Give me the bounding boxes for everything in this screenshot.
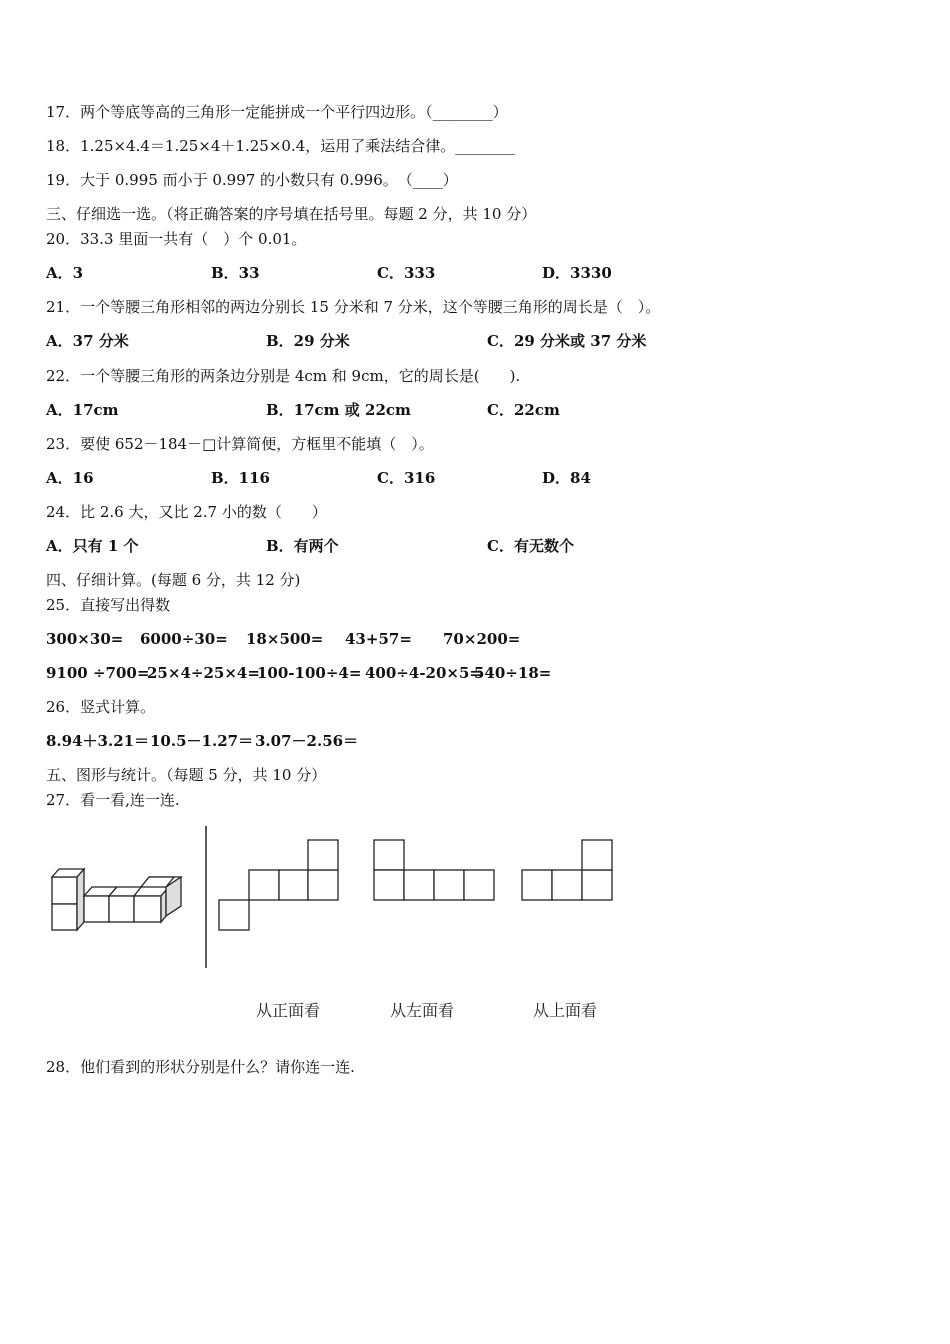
q24-option-b: B．有两个 (266, 537, 339, 555)
question-17: 17．两个等底等高的三角形一定能拼成一个平行四边形。（________） (46, 103, 508, 121)
q21-option-a: A．37 分米 (46, 332, 129, 350)
q20-option-b: B．33 (211, 264, 260, 282)
q20-option-a: A．3 (46, 264, 84, 282)
question-27: 27．看一看,连一连. (46, 791, 180, 809)
caption-left-view: 从左面看 (390, 1001, 455, 1020)
q23-option-d: D．84 (542, 469, 591, 487)
q25-item: 70×200= (443, 630, 521, 648)
q24-option-a: A．只有 1 个 (46, 537, 139, 555)
q25-item: 300×30= (46, 630, 124, 648)
question-23: 23．要使 652－184－□计算简便，方框里不能填（ ）。 (46, 435, 434, 453)
section-5-heading: 五、图形与统计。（每题 5 分，共 10 分） (46, 766, 327, 784)
q26-item: 8.94＋3.21＝ (46, 732, 150, 750)
q24-option-c: C．有无数个 (487, 537, 574, 555)
q20-option-c: C．333 (377, 264, 436, 282)
view-shape-3 (522, 840, 612, 900)
section-4-heading: 四、仔细计算。(每题 6 分，共 12 分) (46, 571, 301, 589)
q22-option-c: C．22cm (487, 401, 560, 419)
q25-item: 540÷18= (474, 664, 552, 682)
q22-option-a: A．17cm (46, 401, 119, 419)
question-28: 28．他们看到的形状分别是什么？请你连一连. (46, 1058, 355, 1076)
question-21: 21．一个等腰三角形相邻的两边分别长 15 分米和 7 分米，这个等腰三角形的周长是（ ）。 (46, 298, 661, 316)
q23-option-b: B．116 (211, 469, 270, 487)
question-19: 19．大于 0.995 而小于 0.997 的小数只有 0.996。 （____） (46, 171, 458, 189)
question-24: 24．比 2.6 大，又比 2.7 小的数（ ） (46, 503, 327, 521)
q25-item: 25×4÷25×4= (147, 664, 260, 682)
q23-option-a: A．16 (46, 469, 94, 487)
q22-option-b: B．17cm 或 22cm (266, 401, 411, 419)
question-26: 26．竖式计算。 (46, 698, 156, 716)
q25-item: 400÷4-20×5= (365, 664, 482, 682)
q25-item: 18×500= (246, 630, 324, 648)
q21-option-c: C．29 分米或 37 分米 (487, 332, 647, 350)
q25-item: 6000÷30= (140, 630, 228, 648)
q26-item: 10.5－1.27＝ (150, 732, 254, 750)
question-25: 25．直接写出得数 (46, 596, 171, 614)
q23-option-c: C．316 (377, 469, 436, 487)
q25-item: 43+57= (345, 630, 412, 648)
q21-option-b: B．29 分米 (266, 332, 350, 350)
section-3-heading: 三、仔细选一选。（将正确答案的序号填在括号里。每题 2 分，共 10 分） (46, 205, 537, 223)
question-22: 22．一个等腰三角形的两条边分别是 4cm 和 9cm，它的周长是( ). (46, 367, 521, 385)
q20-option-d: D．3330 (542, 264, 612, 282)
q25-item: 100-100÷4= (257, 664, 362, 682)
caption-front-view: 从正面看 (256, 1001, 321, 1020)
q25-item: 9100 ÷700= (46, 664, 150, 682)
isometric-solid (52, 869, 181, 930)
question-18: 18．1.25×4.4＝1.25×4＋1.25×0.4，运用了乘法结合律。________ (46, 137, 516, 155)
question-20: 20．33.3 里面一共有（ ）个 0.01。 (46, 230, 307, 248)
q26-item: 3.07－2.56＝ (255, 732, 359, 750)
view-shape-2 (374, 840, 494, 900)
caption-top-view: 从上面看 (533, 1001, 598, 1020)
view-shape-1 (219, 840, 338, 930)
